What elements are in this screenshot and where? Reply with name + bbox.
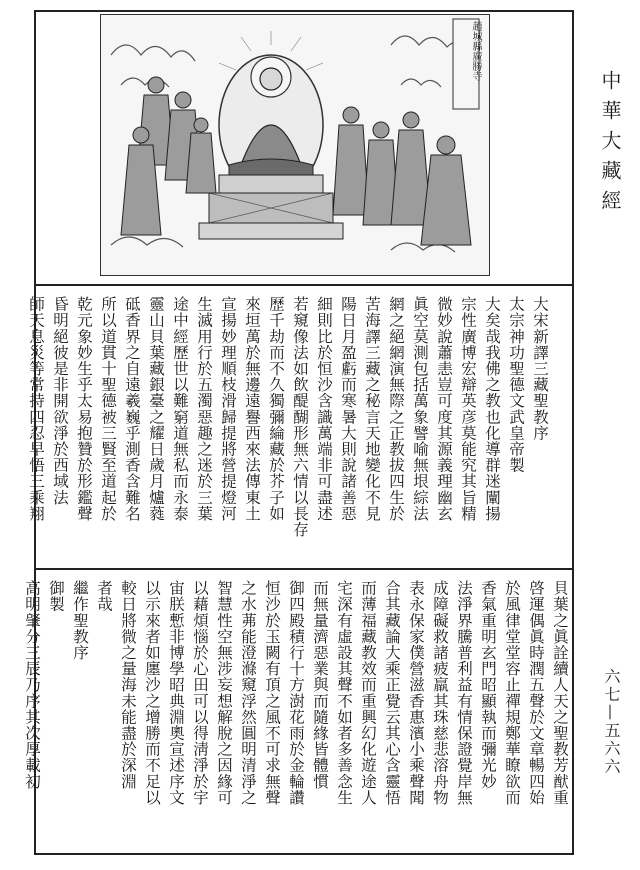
- text-column: 以示來者如廛沙之增勝而不足以: [143, 580, 161, 806]
- preface-text-upper: [24, 296, 552, 566]
- text-column: 御製: [47, 580, 65, 613]
- collection-title: 中華大藏經: [598, 70, 622, 220]
- text-column: 苦海譯三藏之秘言天地變化不見: [363, 296, 381, 522]
- text-column: 較日將微之量海未能盡於深淵: [119, 580, 137, 790]
- text-column: 成障礙救諸疲羸其珠慈悲溶舟物: [431, 580, 449, 806]
- buddha-assembly-illustration: [100, 14, 490, 276]
- text-column: 來垣萬於無邊遠譽西來法傳東土: [243, 296, 261, 522]
- text-column: 者哉: [95, 580, 113, 613]
- text-column: 於風律堂堂容止禪規鄭華瞭欲而: [503, 580, 521, 806]
- text-column: 若窺像法如飲醍醐形無六情以長存: [291, 296, 309, 538]
- text-column: 之水茀能澄滌窺浮然圓明清淨之: [239, 580, 257, 806]
- text-column: 大矣哉我佛之教也化導群迷闡揚: [483, 296, 501, 522]
- text-column: 而無量濟惡業與而隨緣皆體慣: [311, 580, 329, 790]
- text-column: 御四殿積行十方澍花雨於金輪讚: [287, 580, 305, 806]
- text-column: 微妙說蕭恚豈可度其源義理幽玄: [435, 296, 453, 522]
- text-column: 香氣重明玄門昭顯執而彌光妙: [479, 580, 497, 790]
- text-column: 所以道貫十聖德被三賢至道起於: [99, 296, 117, 522]
- text-column: 以藉煩惱於心田可以得淸淨於宇: [191, 580, 209, 806]
- text-column: 高明肇分三辰乃序其次厚載初: [23, 580, 41, 790]
- text-column: 啓運偶眞時潤五聲於文章暢四始: [527, 580, 545, 806]
- text-column: 宣揚妙理順枝滑歸提將營提燈河: [219, 296, 237, 522]
- text-column: 智慧性空無涉妄想解脫之因緣可: [215, 580, 233, 806]
- text-column: 繼作聖教序: [71, 580, 89, 661]
- section-divider: [34, 284, 574, 286]
- text-column: 昏明絕彼是非開欲淨於西域法: [51, 296, 69, 506]
- preface-text-lower: [20, 580, 572, 850]
- section-divider: [34, 568, 574, 570]
- illustration-caption: 趙城縣廣勝寺: [470, 21, 481, 81]
- text-column: 表永保家僕營滋香惠濱小乘聲聞: [407, 580, 425, 806]
- text-column: 太宗神功聖德文武皇帝製: [507, 296, 525, 474]
- text-column: 陽日月盈虧而寒暑大則說諸善惡: [339, 296, 357, 522]
- text-column: 靈山貝葉藏銀臺之耀日歲月爐蕤: [147, 296, 165, 522]
- text-column: 宗性廣博宏辯英彦莫能究其旨精: [459, 296, 477, 522]
- text-column: 眞空莫測包括萬象譬喻無垠綜法: [411, 296, 429, 522]
- text-column: 細則比於恒沙含識萬端非可盡述: [315, 296, 333, 522]
- text-column: 網之絕網演無際之正教拔四生於: [387, 296, 405, 522]
- text-column: 法淨界騰普利益有情保證覺岸無: [455, 580, 473, 806]
- text-column: 生滅用行於五濁惡趣之迷於三葉: [195, 296, 213, 522]
- text-column: 而薄福藏教效而重興幻化遊途人: [359, 580, 377, 806]
- text-column: 大宋新譯三藏聖教序: [531, 296, 549, 441]
- text-column: 乾元象妙生乎太易抱贊於形鑑聲: [75, 296, 93, 522]
- text-column: 宅深有虛設其聲不如者多善念生: [335, 580, 353, 806]
- text-column: 合其藏論大乘正覺云其心含靈悟: [383, 580, 401, 806]
- text-column: 歷千劫而不久獨彌綸藏於芥子如: [267, 296, 285, 522]
- illustration-drawing: [101, 15, 490, 276]
- text-column: 宙朕慙非博學昭典淵奧宣述序文: [167, 580, 185, 806]
- text-column: 貝葉之眞詮續人天之聖教芳猷重: [551, 580, 569, 806]
- text-column: 途中經歷世以難窮道無私而永泰: [171, 296, 189, 522]
- page-number: 六七—五六六: [602, 668, 621, 776]
- text-column: 師天息災等常持四忍早悟三乘翔: [27, 296, 45, 522]
- text-column: 砥香界之自遠羲巍乎測香含難名: [123, 296, 141, 522]
- text-column: 恒沙於玉闕有頂之風不可求無聲: [263, 580, 281, 806]
